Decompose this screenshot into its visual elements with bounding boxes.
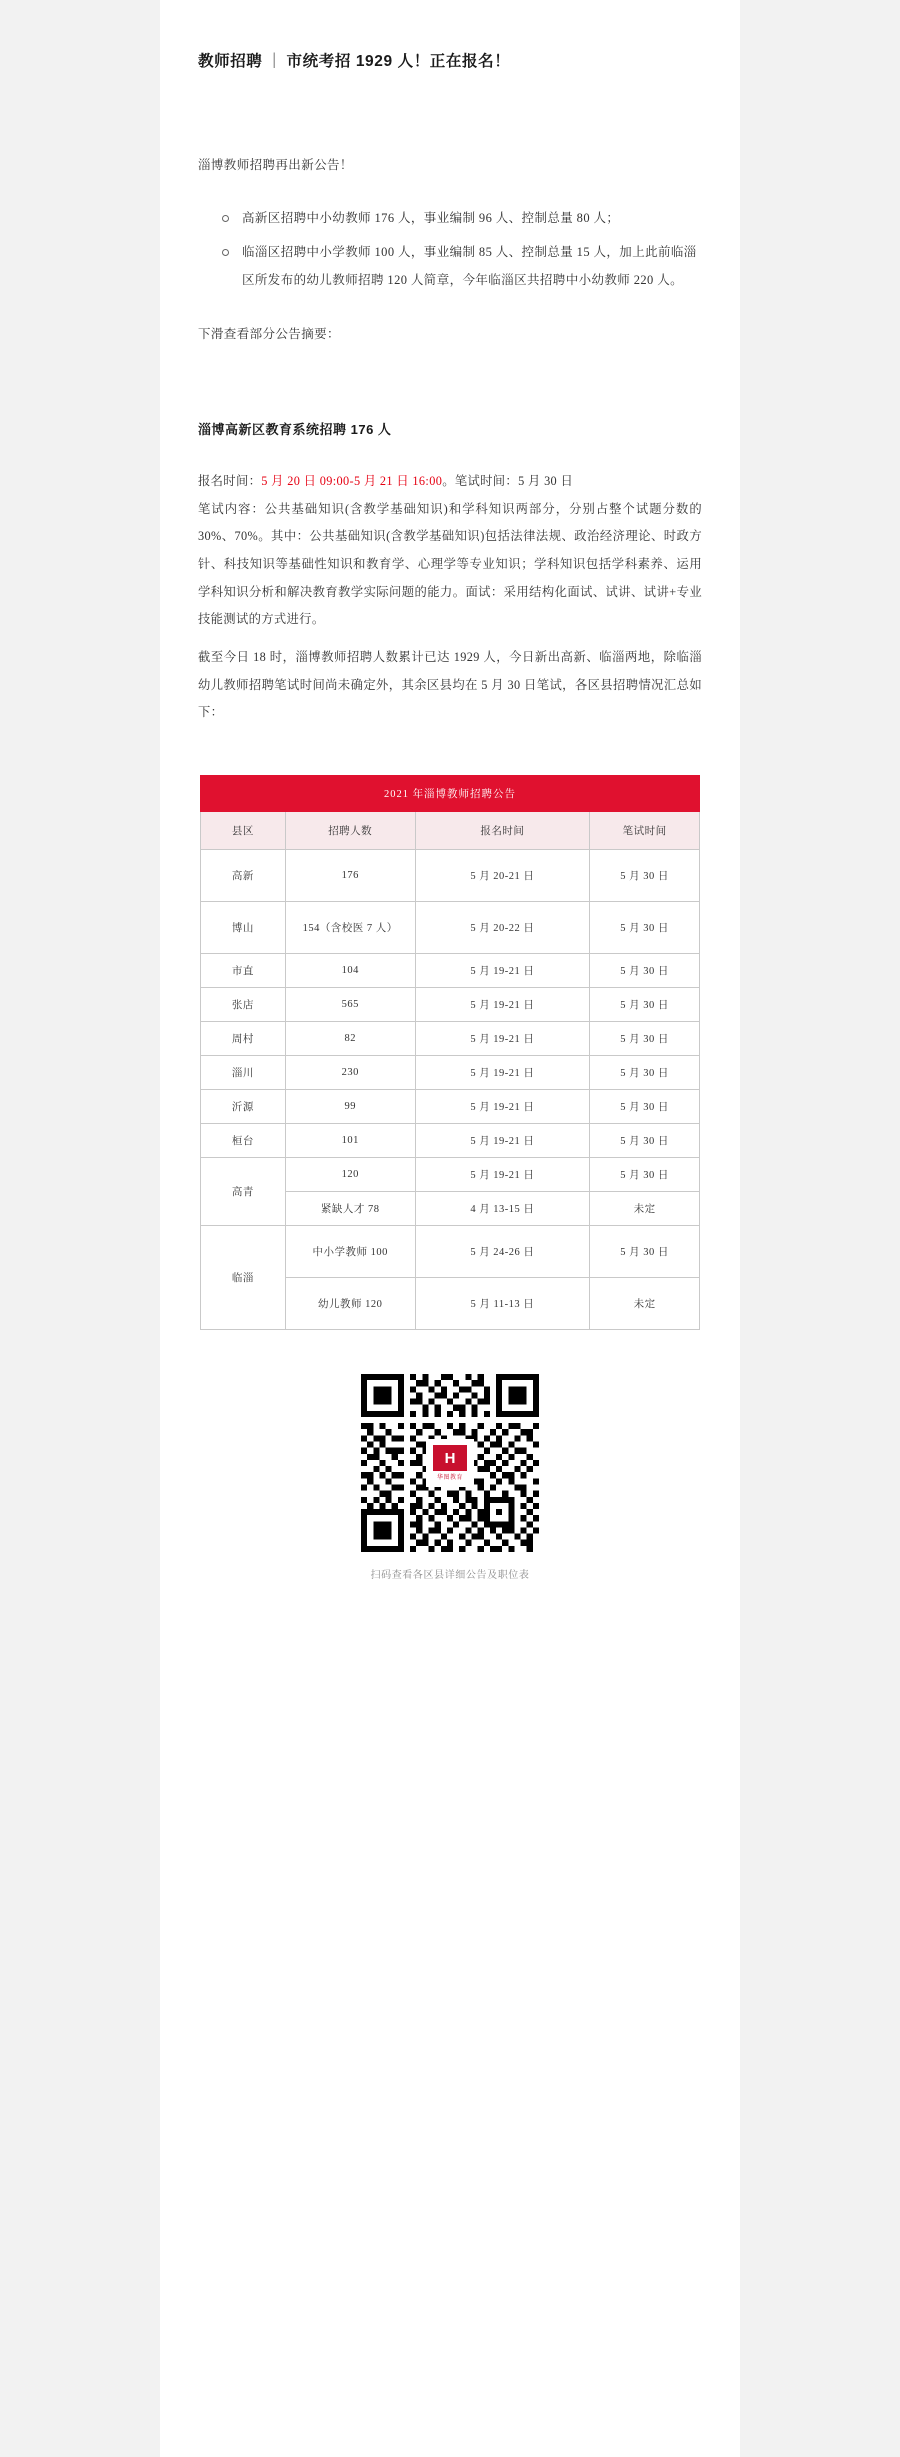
cell-exam: 5 月 30 日 — [590, 1158, 700, 1192]
column-header-exam: 笔试时间 — [590, 812, 700, 850]
cell-count: 120 — [285, 1158, 415, 1192]
article-body — [160, 0, 740, 1581]
cell-area: 高新 — [201, 850, 286, 902]
cell-count: 565 — [285, 988, 415, 1022]
cell-area: 张店 — [201, 988, 286, 1022]
cell-exam: 5 月 30 日 — [590, 988, 700, 1022]
list-item: 高新区招聘中小幼教师 176 人，事业编制 96 人、控制总量 80 人； — [238, 204, 702, 232]
cell-signup: 5 月 20-22 日 — [415, 902, 590, 954]
recruit-table-wrap — [198, 775, 702, 1330]
cell-exam: 5 月 30 日 — [590, 1090, 700, 1124]
table-caption: 2021 年淄博教师招聘公告 — [201, 776, 700, 812]
cell-exam: 5 月 30 日 — [590, 902, 700, 954]
table-row — [201, 902, 700, 954]
cell-count: 中小学教师 100 — [285, 1226, 415, 1278]
qr-caption: 扫码查看各区县详细公告及职位表 — [370, 1570, 530, 1582]
column-header-signup: 报名时间 — [415, 812, 590, 850]
cell-exam: 5 月 30 日 — [590, 954, 700, 988]
brand-logo — [426, 1439, 474, 1487]
table-caption-row — [201, 776, 700, 812]
column-header-count: 招聘人数 — [285, 812, 415, 850]
cell-signup: 5 月 19-21 日 — [415, 1158, 590, 1192]
cell-exam: 5 月 30 日 — [590, 850, 700, 902]
page-title-separator: ｜ — [266, 53, 283, 70]
cell-signup: 5 月 11-13 日 — [415, 1278, 590, 1330]
cell-signup: 5 月 19-21 日 — [415, 1056, 590, 1090]
cell-signup: 5 月 19-21 日 — [415, 988, 590, 1022]
brand-logo-text: 华图教育 — [436, 1475, 463, 1482]
cell-area: 沂源 — [201, 1090, 286, 1124]
scroll-note: 下滑查看部分公告摘要： — [198, 327, 340, 342]
page-title-main: 教师招聘 — [198, 53, 263, 70]
cell-signup: 5 月 24-26 日 — [415, 1226, 590, 1278]
article-page — [160, 0, 740, 2457]
cell-signup: 5 月 19-21 日 — [415, 954, 590, 988]
cell-count: 154（含校医 7 人） — [285, 902, 415, 954]
cell-count: 紧缺人才 78 — [285, 1192, 415, 1226]
cell-count: 幼儿教师 120 — [285, 1278, 415, 1330]
section-heading: 淄博高新区教育系统招聘 176 人 — [198, 422, 392, 438]
recruit-table — [200, 775, 700, 1330]
table-row — [201, 954, 700, 988]
exam-content-paragraph: 笔试内容：公共基础知识(含教学基础知识)和学科知识两部分，分别占整个试题分数的 30%、70%。其中：公共基础知识(含教学基础知识)包括法律法规、政治经济理论、时政方针、科技知识等基础性知识和教育学、心理学等专业知识；学科知识包括学科素养、运用学科知识分析和解决教育教学实际问题的能力。面试：采用结构化面试、试讲、试讲+专业技能测试的方式进行。 — [198, 501, 702, 627]
cell-count: 230 — [285, 1056, 415, 1090]
cell-exam: 5 月 30 日 — [590, 1022, 700, 1056]
cell-exam: 5 月 30 日 — [590, 1124, 700, 1158]
cell-exam: 5 月 30 日 — [590, 1056, 700, 1090]
page-title — [198, 0, 702, 81]
signup-time-paragraph — [198, 468, 702, 496]
signup-exam-date: 。笔试时间：5 月 30 日 — [442, 474, 574, 489]
cell-count: 82 — [285, 1022, 415, 1056]
cell-count: 99 — [285, 1090, 415, 1124]
cell-exam: 未定 — [590, 1192, 700, 1226]
cell-area: 临淄 — [201, 1226, 286, 1330]
cell-area: 桓台 — [201, 1124, 286, 1158]
lead-paragraph: 淄博教师招聘再出新公告！ — [198, 157, 353, 172]
cell-signup: 5 月 19-21 日 — [415, 1090, 590, 1124]
cell-signup: 5 月 20-21 日 — [415, 850, 590, 902]
cell-count: 101 — [285, 1124, 415, 1158]
table-row — [201, 1124, 700, 1158]
cell-exam: 5 月 30 日 — [590, 1226, 700, 1278]
cell-signup: 5 月 19-21 日 — [415, 1124, 590, 1158]
cell-signup: 5 月 19-21 日 — [415, 1022, 590, 1056]
qr-code[interactable] — [361, 1374, 539, 1552]
cell-signup: 4 月 13-15 日 — [415, 1192, 590, 1226]
page-title-sub: 市统考招 1929 人！正在报名！ — [286, 53, 511, 70]
cell-area: 淄川 — [201, 1056, 286, 1090]
table-row — [201, 1158, 700, 1192]
table-row — [201, 1022, 700, 1056]
table-row — [201, 988, 700, 1022]
cell-exam: 未定 — [590, 1278, 700, 1330]
cell-area: 市直 — [201, 954, 286, 988]
highlight-list — [198, 204, 702, 294]
cell-count: 176 — [285, 850, 415, 902]
signup-label: 报名时间： — [198, 474, 262, 489]
cell-area: 博山 — [201, 902, 286, 954]
table-header-row — [201, 812, 700, 850]
table-row — [201, 850, 700, 902]
table-row — [201, 1226, 700, 1278]
cell-count: 104 — [285, 954, 415, 988]
cell-area: 高青 — [201, 1158, 286, 1226]
column-header-area: 县区 — [201, 812, 286, 850]
brand-logo-letter: H — [433, 1445, 467, 1471]
list-item: 临淄区招聘中小学教师 100 人，事业编制 85 人、控制总量 15 人，加上此前临淄区所发布的幼儿教师招聘 120 人简章，今年临淄区共招聘中小幼教师 220 人。 — [238, 238, 702, 294]
table-row — [201, 1056, 700, 1090]
cell-area: 周村 — [201, 1022, 286, 1056]
table-row — [201, 1090, 700, 1124]
signup-time-value: 5 月 20 日 09:00-5 月 21 日 16:00 — [261, 474, 443, 489]
qr-section — [198, 1374, 702, 1581]
summary-paragraph: 截至今日 18 时，淄博教师招聘人数累计已达 1929 人，今日新出高新、临淄两地，除临淄幼儿教师招聘笔试时间尚未确定外，其余区县均在 5 月 30 日笔试，各区县招聘情况汇总如下： — [198, 650, 702, 720]
